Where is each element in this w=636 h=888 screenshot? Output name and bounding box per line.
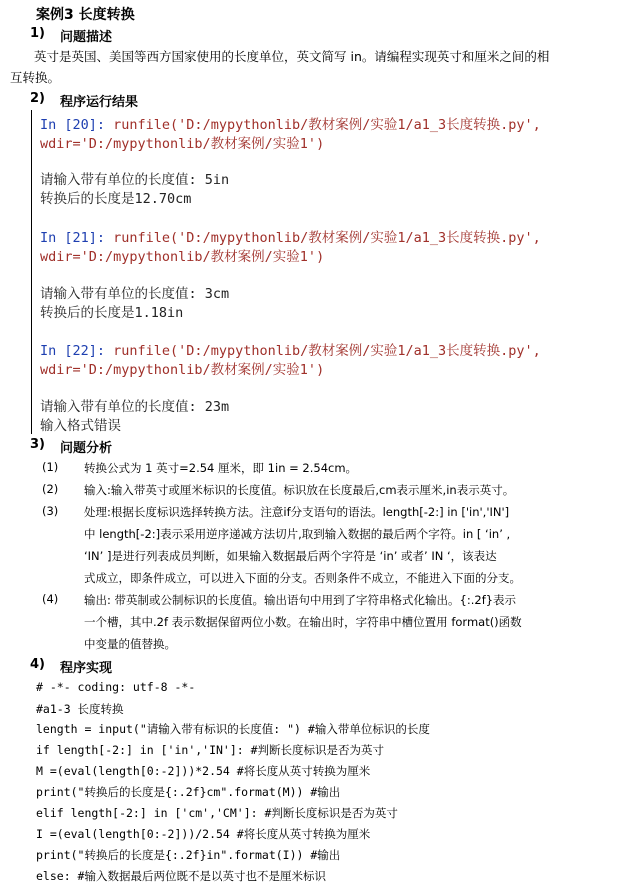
analysis-item-text: 转换公式为 1 英寸=2.54 厘米，即 1in = 2.54cm。 (84, 461, 358, 475)
code-line: else: #输入数据最后两位既不是以英寸也不是厘米标识 (36, 869, 326, 883)
analysis-item-number: (3) (42, 504, 59, 518)
console-prompt: In [22]: (40, 343, 106, 359)
console-left-border (31, 110, 32, 434)
analysis-item-number: (4) (42, 592, 59, 606)
console-command-wdir: wdir='D:/mypythonlib/教材案例/实验1') (40, 362, 325, 378)
analysis-item-text: 输出: 带英制或公制标识的长度值。输出语句中用到了字符串格式化输出。{:.2f}表示 (84, 593, 517, 607)
code-line: length = input("请输入带有标识的长度值: ") #输入带单位标识的长度 (36, 722, 430, 736)
analysis-item-text: 中变量的值替换。 (84, 637, 176, 651)
console-output-line: 请输入带有单位的长度值: 23m (40, 399, 230, 415)
code-line: if length[-2:] in ['in','IN']: #判断长度标识是否为英寸 (36, 743, 385, 757)
analysis-item-text: 处理:根据长度标识选择转换方法。注意if分支语句的语法。length[-2:] in ['in','IN'] (84, 505, 510, 519)
code-line: I =(eval(length[0:-2]))/2.54 #将长度从英寸转换为厘米 (36, 827, 371, 841)
analysis-item-text: 一个槽，其中.2f 表示数据保留两位小数。在输出时，字符串中槽位置用 format()函数 (84, 615, 522, 629)
console-prompt: In [20]: (40, 117, 106, 133)
console-command-wdir: wdir='D:/mypythonlib/教材案例/实验1') (40, 136, 325, 152)
console-output-line: 请输入带有单位的长度值: 5in (40, 172, 230, 188)
section-4-number: 4) (30, 657, 45, 672)
console-command-line (40, 226, 541, 246)
console-command-wdir: wdir='D:/mypythonlib/教材案例/实验1') (40, 249, 325, 265)
code-line: # -*- coding: utf-8 -*- (36, 680, 196, 694)
page-title: 案例3 长度转换 (36, 7, 135, 23)
analysis-item-text: 式成立，即条件成立，可以进入下面的分支。否则条件不成立，不能进入下面的分支。 (84, 571, 521, 585)
code-line: print("转换后的长度是{:.2f}cm".format(M)) #输出 (36, 785, 341, 799)
console-prompt: In [21]: (40, 230, 106, 246)
section-4-heading: 程序实现 (60, 661, 113, 676)
code-line: elif length[-2:] in ['cm','CM']: #判断长度标识是否为英寸 (36, 806, 398, 820)
section-1-heading: 问题描述 (60, 30, 113, 45)
console-command: runfile('D:/mypythonlib/教材案例/实验1/a1_3长度转换.py', (105, 343, 541, 359)
analysis-item-text: ‘IN’ ]是进行列表成员判断，如果输入数据最后两个字符是 ‘in’ 或者’ IN ‘，该表达 (84, 549, 497, 563)
console-output-line: 请输入带有单位的长度值: 3cm (40, 286, 230, 302)
section-2-number: 2) (30, 91, 45, 106)
section-3-heading: 问题分析 (60, 441, 113, 456)
analysis-item-number: (2) (42, 482, 59, 496)
console-output-line: 转换后的长度是12.70cm (40, 191, 192, 207)
section-3-number: 3) (30, 437, 45, 452)
console-command-line (40, 339, 541, 359)
section-2-heading: 程序运行结果 (60, 95, 139, 110)
section-1-number: 1) (30, 26, 45, 41)
description-line-1: 英寸是英国、美国等西方国家使用的长度单位，英文简写 in。请编程实现英寸和厘米之间的相 (34, 49, 550, 64)
analysis-item-text: 中 length[-2:]表示采用逆序递减方法切片,取到输入数据的最后两个字符。in [ ‘in’ , (84, 527, 511, 541)
code-line: print("转换后的长度是{:.2f}in".format(I)) #输出 (36, 848, 341, 862)
code-line: #a1-3 长度转换 (36, 702, 124, 716)
console-output-line: 转换后的长度是1.18in (40, 305, 184, 321)
console-command-line (40, 113, 541, 133)
analysis-item-text: 输入:输入带英寸或厘米标识的长度值。标识放在长度最后,cm表示厘米,in表示英寸。 (84, 483, 515, 497)
console-command: runfile('D:/mypythonlib/教材案例/实验1/a1_3长度转换.py', (105, 230, 541, 246)
console-output-line: 输入格式错误 (40, 418, 121, 434)
code-line: M =(eval(length[0:-2]))*2.54 #将长度从英寸转换为厘米 (36, 764, 371, 778)
console-command: runfile('D:/mypythonlib/教材案例/实验1/a1_3长度转换.py', (105, 117, 541, 133)
analysis-item-number: (1) (42, 460, 59, 474)
description-line-2: 互转换。 (10, 70, 61, 85)
